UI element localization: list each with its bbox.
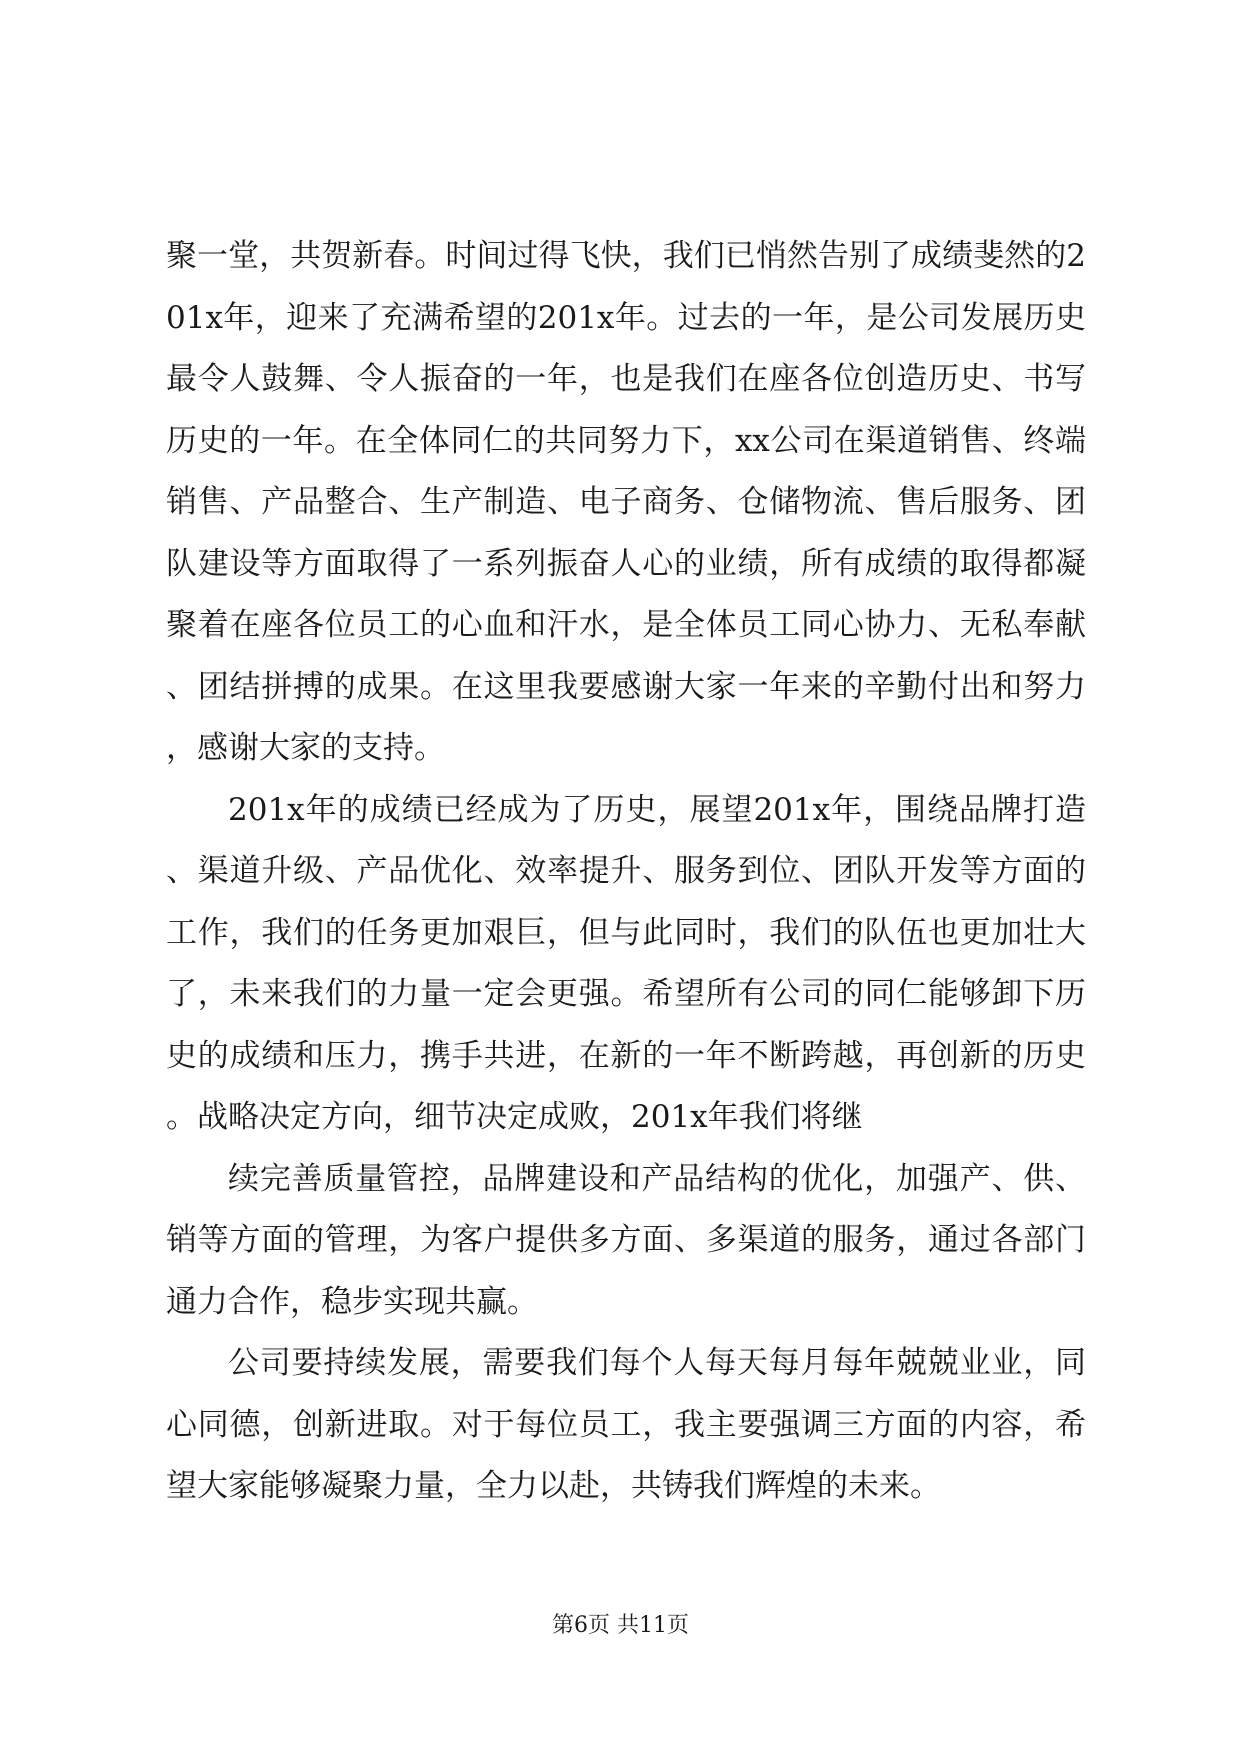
paragraph-1: 聚一堂，共贺新春。时间过得飞快，我们已悄然告别了成绩斐然的201x年，迎来了充满希望的201x年。过去的一年，是公司发展历史最令人鼓舞、令人振奋的一年，也是我们在座各位创造历史、书写历史的一年。在全体同仁的共同努力下，xx公司在渠道销售、终端销售、产品整合、生产制造、电子商务、仓储物流、售后服务、团队建设等方面取得了一系列振奋人心的业绩，所有成绩的取得都凝聚着在座各位员工的心血和汗水，是全体员工同心协力、无私奉献、团结拼搏的成果。在这里我要感谢大家一年来的辛勤付出和努力，感谢大家的支持。	[166, 238, 1086, 766]
body-text	[166, 226, 1086, 1518]
page-number-footer: 第6页 共11页	[552, 1613, 689, 1638]
paragraph-3: 续完善质量管控，品牌建设和产品结构的优化，加强产、供、销等方面的管理，为客户提供多方面、多渠道的服务，通过各部门通力合作，稳步实现共赢。	[166, 1160, 1086, 1320]
paragraph-2: 201x年的成绩已经成为了历史，展望201x年，围绕品牌打造、渠道升级、产品优化、效率提升、服务到位、团队开发等方面的工作，我们的任务更加艰巨，但与此同时，我们的队伍也更加壮大了，未来我们的力量一定会更强。希望所有公司的同仁能够卸下历史的成绩和压力，携手共进，在新的一年不断跨越，再创新的历史。战略决定方向，细节决定成败，201x年我们将继	[166, 791, 1086, 1135]
paragraph-4: 公司要持续发展，需要我们每个人每天每月每年兢兢业业，同心同德，创新进取。对于每位员工，我主要强调三方面的内容，希望大家能够凝聚力量，全力以赴，共铸我们辉煌的未来。	[166, 1345, 1086, 1504]
